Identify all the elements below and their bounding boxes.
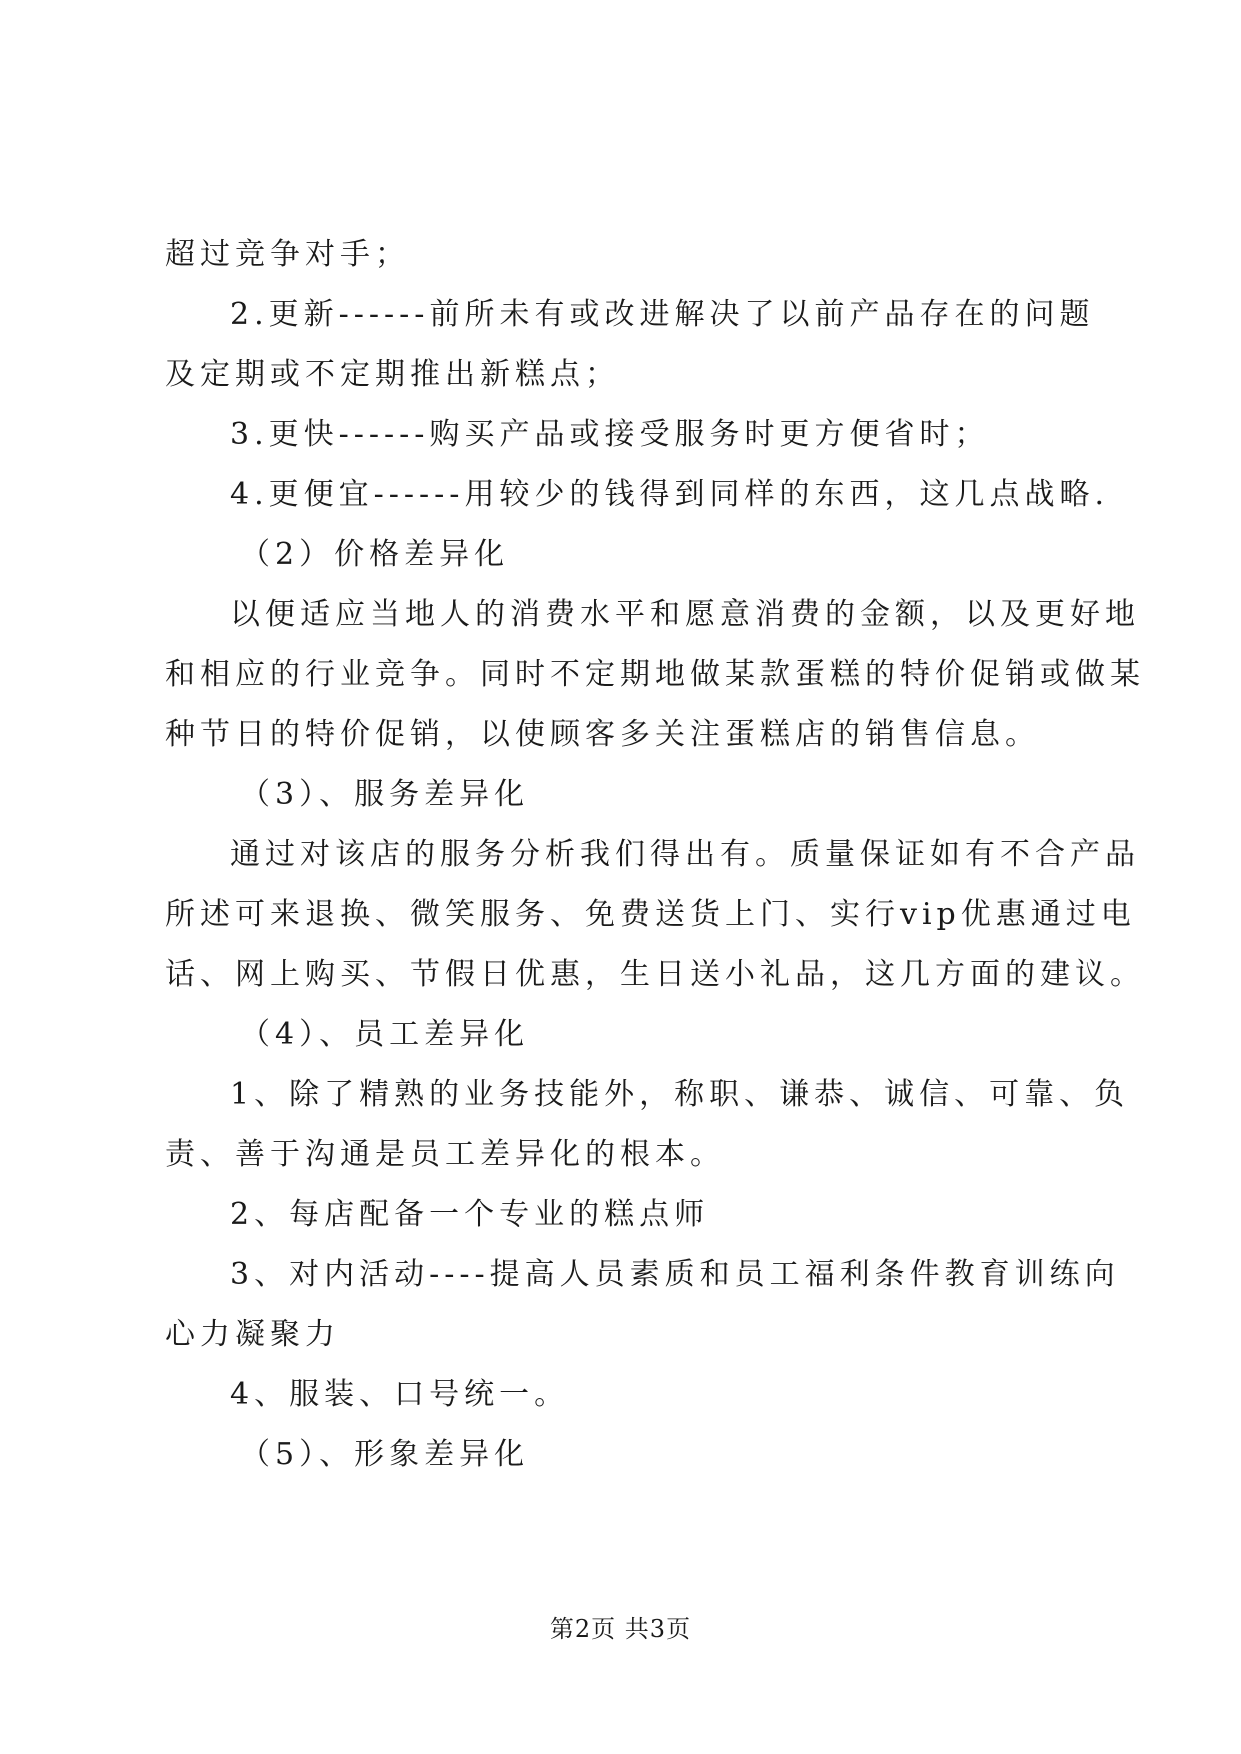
- text-line: 超过竞争对手；: [165, 237, 410, 272]
- text-line: 2、每店配备一个专业的糕点师: [230, 1197, 710, 1232]
- text-line: 所述可来退换、微笑服务、免费送货上门、实行vip优惠通过电: [165, 897, 1136, 932]
- text-line: 种节日的特价促销，以使顾客多关注蛋糕店的销售信息。: [165, 717, 1040, 752]
- document-body: [165, 225, 1145, 1485]
- section-heading: （3）、服务差异化: [240, 777, 530, 812]
- text-line: 以便适应当地人的消费水平和愿意消费的金额，以及更好地: [230, 597, 1140, 632]
- page-number: 第2页 共3页: [549, 1615, 692, 1643]
- page-footer: [0, 1614, 1241, 1644]
- section-heading: （2）价格差异化: [240, 537, 510, 572]
- text-line: 及定期或不定期推出新糕点；: [165, 357, 620, 392]
- text-line: 和相应的行业竞争。同时不定期地做某款蛋糕的特价促销或做某: [165, 657, 1145, 692]
- text-line: 话、网上购买、节假日优惠，生日送小礼品，这几方面的建议。: [165, 957, 1145, 992]
- text-line: 责、善于沟通是员工差异化的根本。: [165, 1137, 725, 1172]
- text-line: 3.更快------购买产品或接受服务时更方便省时；: [230, 417, 990, 452]
- text-line: 4、服装、口号统一。: [230, 1377, 570, 1412]
- text-line: 通过对该店的服务分析我们得出有。质量保证如有不合产品: [230, 837, 1140, 872]
- text-line: 4.更便宜------用较少的钱得到同样的东西，这几点战略.: [230, 477, 1109, 512]
- section-heading: （5）、形象差异化: [240, 1437, 530, 1472]
- text-line: 心力凝聚力: [165, 1317, 340, 1352]
- text-line: 1、除了精熟的业务技能外，称职、谦恭、诚信、可靠、负: [230, 1077, 1130, 1112]
- text-line: 3、对内活动----提高人员素质和员工福利条件教育训练向: [230, 1257, 1120, 1292]
- text-line: 2.更新------前所未有或改进解决了以前产品存在的问题: [230, 297, 1095, 332]
- section-heading: （4）、员工差异化: [240, 1017, 530, 1052]
